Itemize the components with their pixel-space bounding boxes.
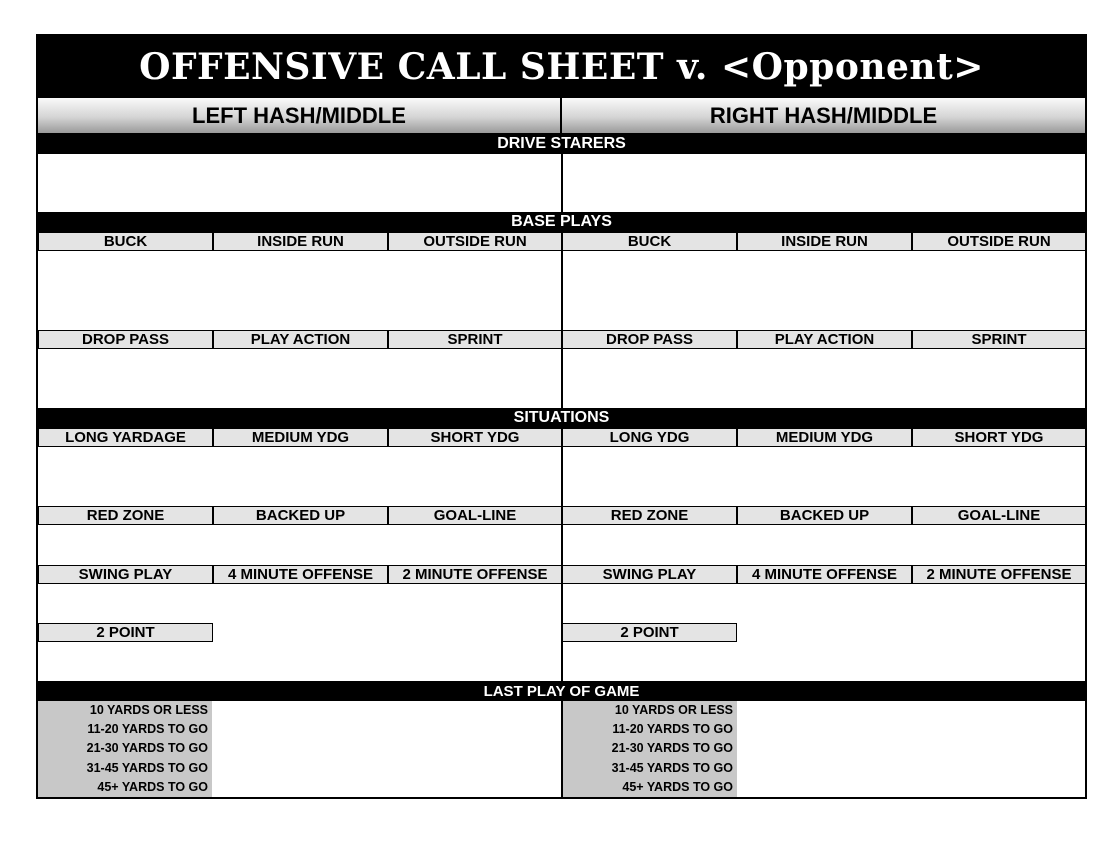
section-drive-starters: DRIVE STARERS [38,134,1085,154]
section-base-plays: BASE PLAYS [38,212,1085,232]
call-sheet [36,34,1087,799]
column-header-left: RED ZONE [38,506,213,525]
column-header-right: 2 MINUTE OFFENSE [912,565,1086,584]
column-header-right: SWING PLAY [562,565,737,584]
column-header-left: BACKED UP [213,506,388,525]
yardage-list-left [38,701,212,797]
column-header-left: LONG YARDAGE [38,428,213,447]
yardage-row: 45+ YARDS TO GO [622,779,733,794]
column-header-right: RED ZONE [562,506,737,525]
column-header-right: LONG YDG [562,428,737,447]
column-header-left: 4 MINUTE OFFENSE [213,565,388,584]
column-header-right: PLAY ACTION [737,330,912,349]
column-header-left: SPRINT [388,330,562,349]
column-header-right: BUCK [562,232,737,251]
yardage-row: 21-30 YARDS TO GO [611,741,733,756]
section-situations: SITUATIONS [38,408,1085,428]
yardage-row: 11-20 YARDS TO GO [612,722,733,737]
column-header-left: DROP PASS [38,330,213,349]
column-header-left: INSIDE RUN [213,232,388,251]
column-divider [561,232,563,408]
column-header-right: OUTSIDE RUN [912,232,1086,251]
column-header-right: SPRINT [912,330,1086,349]
column-header-left: GOAL-LINE [388,506,562,525]
column-header-right: DROP PASS [562,330,737,349]
left-hash-header: LEFT HASH/MIDDLE [38,98,562,134]
yardage-row: 21-30 YARDS TO GO [86,741,208,756]
column-header-right: BACKED UP [737,506,912,525]
yardage-row: 31-45 YARDS TO GO [611,760,733,775]
section-last-play: LAST PLAY OF GAME [38,681,1085,701]
yardage-row: 10 YARDS OR LESS [614,703,733,717]
yardage-row: 11-20 YARDS TO GO [87,722,208,737]
column-header-left: SWING PLAY [38,565,213,584]
column-header-right: SHORT YDG [912,428,1086,447]
column-header-right: GOAL-LINE [912,506,1086,525]
column-header-left: OUTSIDE RUN [388,232,562,251]
yardage-list-right [563,701,737,797]
yardage-row: 31-45 YARDS TO GO [86,760,208,775]
column-header-right: MEDIUM YDG [737,428,912,447]
column-header-right: 4 MINUTE OFFENSE [737,565,912,584]
two-point-header-right: 2 POINT [562,623,737,642]
right-hash-header: RIGHT HASH/MIDDLE [562,98,1085,134]
column-header-left: MEDIUM YDG [213,428,388,447]
column-header-right: INSIDE RUN [737,232,912,251]
column-header-left: BUCK [38,232,213,251]
column-header-left: SHORT YDG [388,428,562,447]
column-header-left: PLAY ACTION [213,330,388,349]
yardage-row: 10 YARDS OR LESS [89,703,208,717]
column-divider [561,154,563,212]
sheet-title: OFFENSIVE CALL SHEET v. <Opponent> [38,36,1085,98]
column-header-left: 2 MINUTE OFFENSE [388,565,562,584]
two-point-header-left: 2 POINT [38,623,213,642]
yardage-row: 45+ YARDS TO GO [97,779,208,794]
